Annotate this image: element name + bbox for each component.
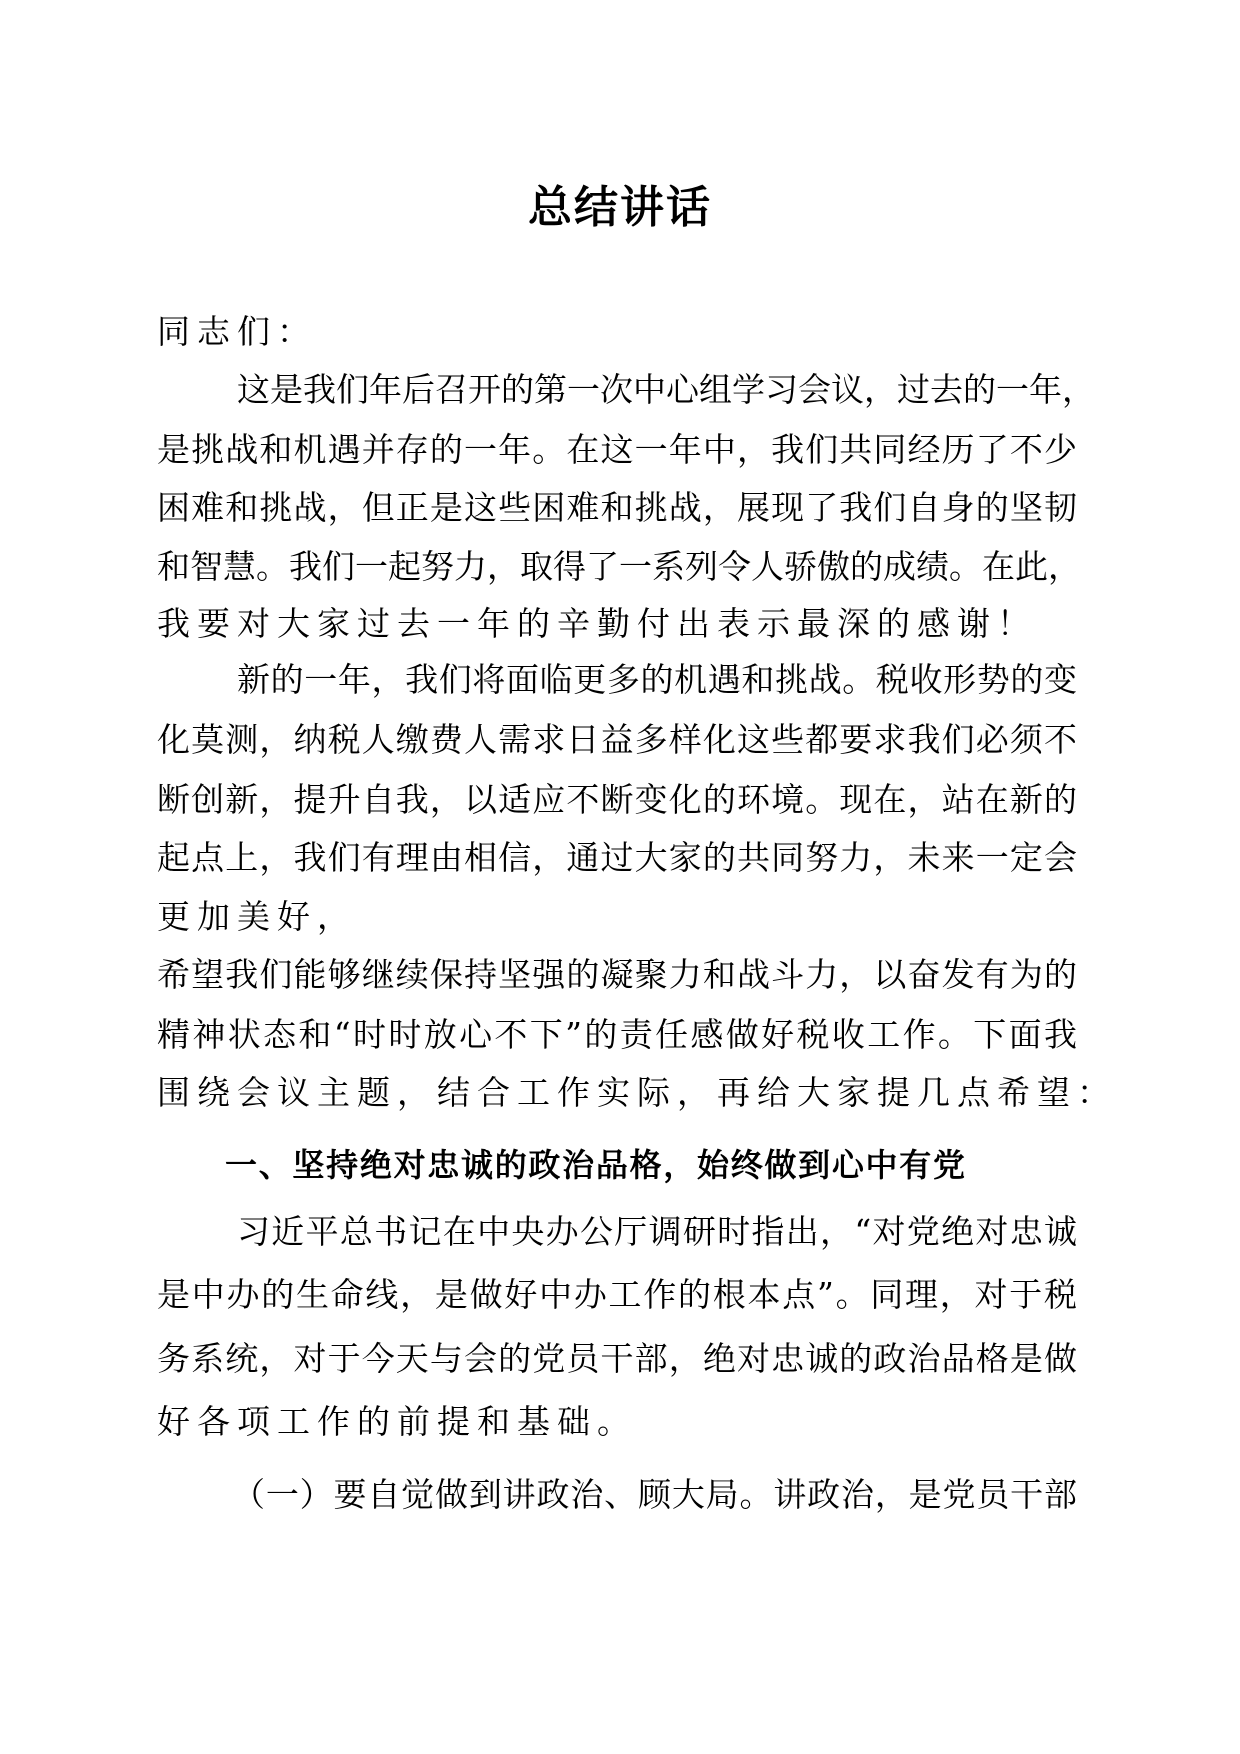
paragraph-line: 精神状态和“时时放心不下”的责任感做好税收工作。下面我 <box>157 1015 1077 1054</box>
paragraph-line: 困难和挑战，但正是这些困难和挑战，展现了我们自身的坚韧 <box>157 488 1077 527</box>
paragraph-line: 化莫测，纳税人缴费人需求日益多样化这些都要求我们必须不 <box>157 720 1077 759</box>
paragraph-line: 希望我们能够继续保持坚强的凝聚力和战斗力，以奋发有为的 <box>157 955 1077 994</box>
paragraph-line: 围绕会议主题，结合工作实际，再给大家提几点希望： <box>157 1073 1117 1112</box>
paragraph-line: 这是我们年后召开的第一次中心组学习会议，过去的一年， <box>237 370 1095 409</box>
paragraph-line: 好各项工作的前提和基础。 <box>157 1402 637 1441</box>
paragraph-line: 起点上，我们有理由相信，通过大家的共同努力，未来一定会 <box>157 838 1077 877</box>
subsection-heading: （一）要自觉做到讲政治、顾大局。讲政治，是党员干部 <box>232 1475 1077 1514</box>
paragraph-line: 是挑战和机遇并存的一年。在这一年中，我们共同经历了不少 <box>157 430 1077 469</box>
paragraph-line: 更加美好， <box>157 897 357 936</box>
salutation: 同志们： <box>157 312 317 351</box>
paragraph-line: 习近平总书记在中央办公厅调研时指出，“对党绝对忠诚 <box>237 1212 1077 1251</box>
paragraph-line: 我要对大家过去一年的辛勤付出表示最深的感谢！ <box>157 604 1037 643</box>
paragraph-line: 断创新，提升自我，以适应不断变化的环境。现在，站在新的 <box>157 780 1077 819</box>
paragraph-line: 新的一年，我们将面临更多的机遇和挑战。税收形势的变 <box>237 660 1077 699</box>
paragraph-line: 务系统，对于今天与会的党员干部，绝对忠诚的政治品格是做 <box>157 1339 1077 1378</box>
section-heading: 一、坚持绝对忠诚的政治品格，始终做到心中有党 <box>225 1146 965 1184</box>
paragraph-line: 和智慧。我们一起努力，取得了一系列令人骄傲的成绩。在此， <box>157 547 1081 586</box>
paragraph-line: 是中办的生命线，是做好中办工作的根本点”。同理，对于税 <box>157 1275 1077 1314</box>
document-title: 总结讲话 <box>528 182 712 233</box>
